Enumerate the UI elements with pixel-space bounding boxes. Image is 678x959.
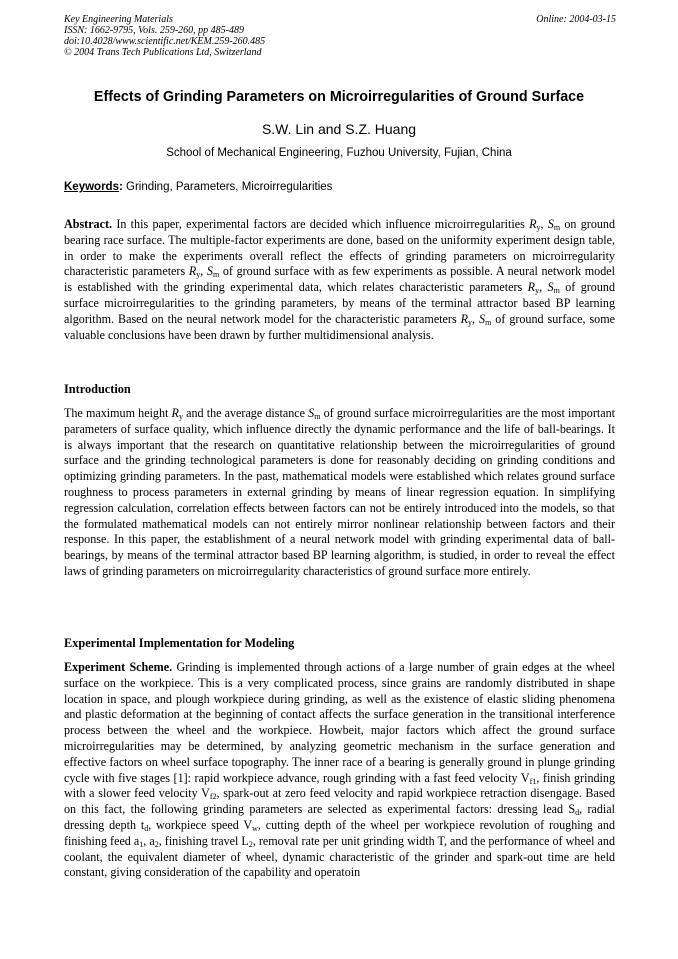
symbol-sub: y	[178, 412, 183, 421]
online-date: Online: 2004-03-15	[536, 14, 616, 25]
symbol-sep: ,	[539, 280, 548, 295]
abstract-label: Abstract.	[64, 217, 113, 231]
exp-sub: 2	[154, 839, 159, 849]
exp-sub: f1	[529, 776, 537, 786]
introduction-paragraph	[64, 406, 615, 580]
introduction-heading: Introduction	[64, 382, 131, 396]
symbol-r: R	[527, 280, 536, 295]
keywords-line	[64, 181, 332, 193]
exp-text: , spark-out at zero feed velocity and rapid workpiece retraction disengage. Based on this fact, the following grinding parameters are selected as experimental factors: dressing lead S	[64, 786, 615, 817]
keywords-label: Keywords	[64, 181, 119, 193]
exp-sub: d	[144, 823, 149, 833]
exp-sub: d	[575, 808, 580, 818]
abstract-text: of ground surface, some valuable conclusions have been drawn by further multidimensional analysis.	[64, 311, 615, 342]
symbol-s: S	[547, 217, 554, 231]
journal-name: Key Engineering Materials	[64, 14, 173, 25]
symbol-r: R	[171, 406, 179, 420]
exp-text: , radial dressing depth t	[64, 802, 615, 832]
paper-authors: S.W. Lin and S.Z. Huang	[261, 121, 417, 137]
symbol-sub: m	[485, 317, 492, 327]
exp-text: Grinding is implemented through actions of a large number of grain edges at the wheel surface on the workpiece. This is a very complicated process, since grains are randomly distributed in shape location in space, and plough workpiece during grinding, as well as the existence of elastic sliding phenomena and plastic deformation at the beginning of contact affects the surface generation in the transitional interference process between the wheel and the workpiece. Howbeit, major factors which affect the ground surface microirregularities may be determined, by analyzing geometric mechanism in the surface generation and effective factors on wheel surface topography. The inner race of a bearing is generally ground in plunge grinding cycle with five stages [1]: rapid workpiece advance, rough grinding with a fast feed velocity V	[64, 660, 615, 785]
symbol-s: S	[308, 406, 315, 420]
symbol-s: S	[479, 311, 486, 326]
exp-sub: w	[252, 823, 258, 833]
symbol-sep: ,	[472, 311, 480, 326]
exp-text: , finishing travel L	[158, 833, 249, 848]
paper-title: Effects of Grinding Parameters on Microirregularities of Ground Surface	[93, 89, 585, 105]
symbol-s: S	[206, 264, 213, 279]
intro-text: of ground surface microirregularities are the most important parameters of surface quality, which influence directly the dynamic performance and the life of ball-bearings. It is always important that the research on quantitative relationship between the microirregularities of ground surface and the grinding technological parameters is done for reasonably deciding on grinding conditions and optimizing grinding parameters. In the past, mathematical models were established which relates ground surface roughness to process parameters in external grinding by means of linear regression equation. In simplifying regression calculation, correlation effects between factors can not be entirely introduced into the models, so that the formulated mathematical models can not entirely mirror nonlinear relationship between factors and their response. In this paper, the establishment of a neural network model with grinding experimental data of ball-bearings, by means of the terminal attractor based BP learning algorithm, is studied, in order to reveal the effect laws of grinding parameters on microirregularity characteristics of ground surface more entirely.	[64, 406, 615, 578]
experimental-paragraph	[64, 660, 615, 881]
symbol-sep: ,	[200, 264, 207, 279]
intro-text: and the average distance	[182, 406, 309, 420]
intro-text: The maximum height	[64, 406, 172, 420]
symbol-r: R	[529, 217, 537, 231]
exp-text: , a	[143, 833, 155, 848]
abstract-paragraph	[64, 217, 615, 343]
abstract-text: In this paper, experimental factors are decided which influence microirregularities	[112, 217, 530, 231]
keywords-text: Grinding, Parameters, Microirregularities	[122, 181, 333, 193]
abstract-text: of ground surface microirregularities to the grinding parameters, by means of the terminal attractor based BP learning algorithm. Based on the neural network model for the characteristic parameters	[64, 280, 615, 326]
exp-text: , removal rate per unit grinding width T, and the performance of wheel and coolant, the equivalent diameter of wheel, dynamic characteristic of the grinder and spark-out time are held constant, giving consideration of the capability and operatoin	[64, 833, 616, 880]
abstract-text: of ground surface with as few experiments as possible. A neural network model is established with the grinding experimental data, which relates characteristic parameters	[64, 264, 615, 295]
exp-sub: 1	[139, 839, 144, 849]
exp-text: , workpiece speed V	[148, 817, 253, 832]
experiment-scheme-label: Experiment Scheme.	[64, 660, 173, 674]
exp-text: , finish grinding with a slower feed velocity V	[64, 770, 615, 801]
doi-line: doi:10.4028/www.scientific.net/KEM.259-260.485	[64, 36, 266, 47]
symbol-sub: y	[196, 270, 201, 280]
symbol-sub: m	[212, 270, 220, 280]
author-affiliation: School of Mechanical Engineering, Fuzhou University, Fujian, China	[166, 147, 512, 159]
experimental-heading: Experimental Implementation for Modeling	[64, 636, 295, 650]
symbol-r: R	[188, 264, 197, 279]
abstract-text: on ground bearing race surface. The multiple-factor experiments are done, based on the uniformity experiment design table, in order to make the experiments overall reflect the effects of grinding parameters on microirregularity characteristic parameters	[64, 217, 616, 279]
exp-sub: f2	[209, 792, 217, 802]
copyright-line: © 2004 Trans Tech Publications Ltd, Switzerland	[64, 47, 262, 58]
exp-text: , cutting depth of the wheel per workpiece revolution of roughing and finishing feed a	[64, 817, 615, 848]
keywords-colon: :	[118, 181, 123, 193]
symbol-sub: m	[553, 223, 561, 232]
symbol-sub: m	[553, 286, 560, 296]
running-header	[64, 14, 616, 58]
symbol-sub: m	[314, 412, 321, 421]
symbol-sub: y	[536, 223, 541, 232]
exp-sub: 2	[248, 839, 253, 849]
symbol-r: R	[460, 311, 469, 326]
issn-line: ISSN: 1662-9795, Vols. 259-260, pp 485-489	[64, 25, 244, 36]
symbol-sub: y	[468, 317, 473, 327]
symbol-s: S	[547, 280, 554, 295]
symbol-sub: y	[535, 286, 540, 296]
symbol-sep: ,	[540, 217, 548, 231]
